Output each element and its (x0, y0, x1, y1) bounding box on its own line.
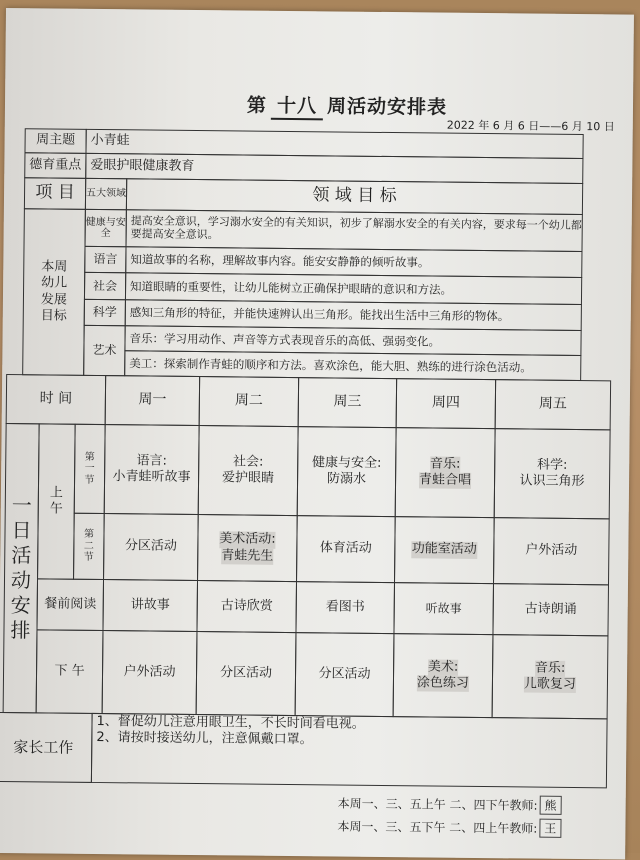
period-2-cell: 美术活动: 青蛙先生 (197, 514, 298, 582)
parent-work-label: 家长工作 (0, 712, 93, 783)
dev-goals-label: 本周幼儿发展目标 (22, 208, 86, 376)
period-2-cell: 户外活动 (493, 517, 610, 585)
afternoon-cell: 户外活动 (102, 630, 198, 715)
domain-goal: 音乐：学习用动作、声音等方式表现音乐的高低、强弱变化。 (124, 325, 581, 356)
teacher-signature: 熊 (539, 796, 561, 815)
domain-name: 健康与安全 (85, 209, 127, 247)
afternoon-cell: 分区活动 (196, 631, 297, 716)
domain-goal: 感知三角形的特征，并能快速辨认出三角形。能找出生活中三角形的物体。 (125, 299, 582, 331)
teacher-signature: 王 (539, 819, 561, 838)
domain-goal: 知道故事的名称，理解故事内容。能安安静静的倾听故事。 (125, 246, 582, 278)
teacher-footer-1: 本周一、三、五上午 二、四下午教师: 熊 (338, 794, 562, 815)
date-range: 2022 年 6 月 6 日——6 月 10 日 (446, 118, 615, 134)
domain-name: 语言 (84, 246, 126, 273)
moral-value: 爱眼护眼健康教育 (85, 153, 583, 184)
page-title: 第 十八 周活动安排表 (247, 91, 447, 122)
domain-name: 艺术 (83, 325, 126, 376)
period-2-label: 第二节 (73, 513, 105, 580)
domain-goal: 提高安全意识，学习溺水安全的有关知识，初步了解溺水安全的有关内容，要求每一个幼儿都要提高安全意识。 (126, 209, 583, 252)
day-header: 周二 (199, 376, 300, 427)
five-fields-header: 五大领域 (85, 178, 127, 210)
day-header: 周三 (298, 377, 398, 428)
afternoon-cell: 音乐: 儿歌复习 (492, 634, 609, 719)
day-header: 周一 (105, 375, 201, 426)
goals-header: 领 域 目 标 (126, 178, 583, 215)
item-header: 项 目 (24, 177, 86, 210)
parent-work-content (91, 713, 608, 788)
parent-work-item: 2、请按时接送幼儿，注意佩戴口罩。 (96, 730, 313, 748)
day-header: 周五 (495, 379, 612, 430)
period-1-cell: 语言: 小青蛙听故事 (104, 424, 200, 515)
afternoon-cell: 分区活动 (295, 632, 395, 717)
week-number: 十八 (271, 91, 323, 121)
day-header: 周四 (396, 378, 497, 429)
time-header: 时 间 (6, 374, 107, 425)
morning-label: 上午 (37, 423, 76, 579)
reading-label: 餐前阅读 (36, 578, 104, 631)
reading-cell: 讲故事 (102, 579, 198, 632)
domain-goal: 知道眼睛的重要性，让幼儿能树立正确保护眼睛的意识和方法。 (125, 272, 582, 305)
reading-cell: 古诗朗诵 (492, 583, 609, 636)
parent-work-item: 1、督促幼儿注意用眼卫生，不长时间看电视。 (96, 713, 365, 732)
domain-name: 社会 (84, 272, 126, 300)
period-1-label: 第一节 (74, 424, 106, 514)
period-1-cell: 音乐: 青蛙合唱 (395, 427, 496, 518)
period-2-cell: 体育活动 (296, 515, 396, 583)
period-2-cell: 分区活动 (103, 513, 199, 581)
afternoon-cell: 美术: 涂色练习 (393, 633, 494, 718)
reading-cell: 看图书 (295, 581, 395, 634)
daily-activity-label: 一日活动安排 (3, 423, 40, 713)
domain-name: 科学 (84, 299, 126, 326)
period-1-cell: 科学: 认识三角形 (494, 428, 611, 519)
period-1-cell: 社会: 爱护眼睛 (198, 425, 299, 516)
reading-cell: 古诗欣赏 (196, 580, 297, 633)
moral-label: 德育重点 (24, 152, 86, 179)
theme-label: 周主题 (24, 128, 86, 154)
period-1-cell: 健康与安全: 防溺水 (297, 426, 397, 517)
domain-goal: 美工：探索制作青蛙的顺序和方法。喜欢涂色，能大胆、熟练的进行涂色活动。 (124, 350, 581, 381)
theme-value: 小青蛙 (85, 129, 583, 159)
period-2-cell: 功能室活动 (394, 516, 495, 584)
teacher-footer-2: 本周一、三、五下午 二、四上午教师: 王 (337, 817, 561, 838)
afternoon-label: 下 午 (36, 629, 104, 714)
reading-cell: 听故事 (393, 582, 494, 635)
schedule-sheet (0, 8, 634, 860)
